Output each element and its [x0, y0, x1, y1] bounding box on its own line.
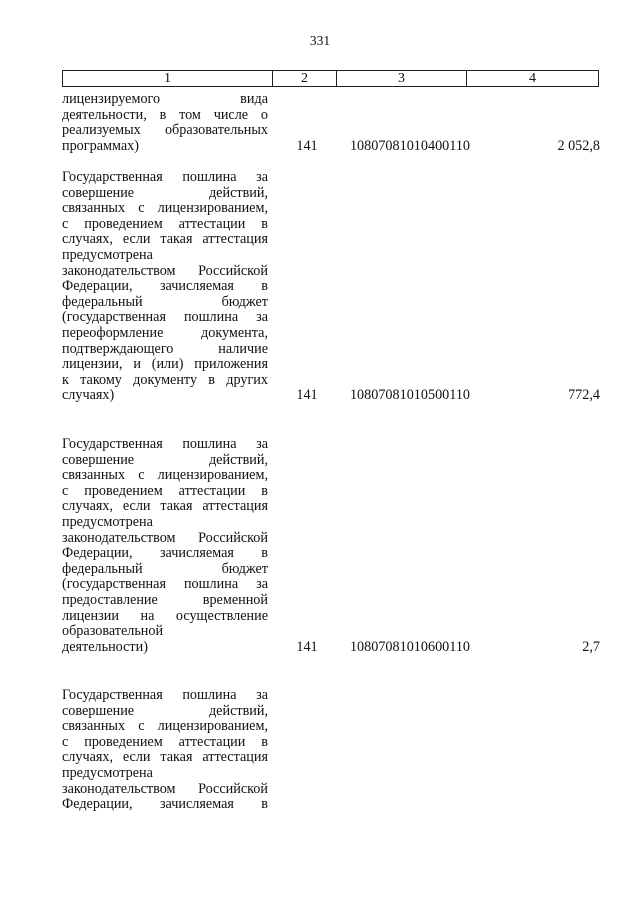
- description-line: к такому документу в других: [62, 371, 268, 388]
- page-number: 331: [309, 33, 331, 48]
- description-line: законодательством Российской: [62, 529, 268, 546]
- description-line: Федерации, зачисляемая в: [62, 796, 268, 813]
- description-line: предусмотрена: [62, 513, 153, 530]
- table-header: [62, 70, 599, 87]
- description-line: лицензии на осуществление: [62, 607, 268, 624]
- header-col-4: 4: [529, 71, 536, 86]
- description-line: Государственная пошлина за: [62, 169, 268, 185]
- description-line: предусмотрена: [62, 764, 153, 781]
- description-line: подтверждающего наличие: [62, 340, 268, 357]
- description-line: Государственная пошлина за: [62, 687, 268, 703]
- description-line: переоформление документа,: [62, 324, 268, 341]
- description-line: случаях, если такая аттестация: [62, 749, 268, 766]
- description-line: с проведением аттестации в: [62, 482, 268, 499]
- description-line: связанных с лицензированием,: [62, 467, 268, 484]
- header-col-3: 3: [337, 71, 467, 86]
- description-line: совершение действий,: [62, 451, 268, 468]
- row-description: [62, 688, 268, 813]
- description-line: программах): [62, 137, 139, 154]
- description-line: Государственная пошлина за: [62, 436, 268, 452]
- income-code: 141: [296, 387, 318, 404]
- description-line: связанных с лицензированием,: [62, 718, 268, 735]
- budget-classification-code: 10807081010500110: [349, 387, 471, 404]
- description-line: Федерации, зачисляемая в: [62, 278, 268, 295]
- description-line: образовательной: [62, 623, 164, 640]
- header-col-2: 2: [273, 71, 337, 86]
- row-description: [62, 170, 268, 404]
- income-code: 141: [296, 137, 318, 154]
- description-line: совершение действий,: [62, 184, 268, 201]
- description-line: с проведением аттестации в: [62, 733, 268, 750]
- description-line: (государственная пошлина за: [62, 309, 268, 326]
- description-line: федеральный бюджет: [62, 293, 268, 310]
- description-line: Федерации, зачисляемая в: [62, 545, 268, 562]
- description-line: законодательством Российской: [62, 262, 268, 279]
- description-line: федеральный бюджет: [62, 560, 268, 577]
- description-line: законодательством Российской: [62, 780, 268, 797]
- description-line: случаях, если такая аттестация: [62, 498, 268, 515]
- description-line: с проведением аттестации в: [62, 215, 268, 232]
- description-line: деятельности): [62, 638, 148, 655]
- description-line: связанных с лицензированием,: [62, 200, 268, 217]
- description-line: случаях): [62, 387, 115, 404]
- description-line: (государственная пошлина за: [62, 576, 268, 593]
- amount-value: 772,4: [568, 387, 600, 404]
- budget-classification-code: 10807081010600110: [349, 638, 471, 655]
- description-line: лицензируемого вида: [62, 91, 268, 107]
- description-line: совершение действий,: [62, 702, 268, 719]
- amount-value: 2,7: [582, 638, 600, 655]
- header-col-1: 1: [63, 71, 273, 86]
- amount-value: 2 052,8: [557, 137, 600, 154]
- income-code: 141: [296, 638, 318, 655]
- budget-classification-code: 10807081010400110: [349, 137, 471, 154]
- description-line: случаях, если такая аттестация: [62, 231, 268, 248]
- description-line: деятельности, в том числе о: [62, 106, 268, 123]
- description-line: лицензии, и (или) приложения: [62, 356, 268, 373]
- row-description: [62, 437, 268, 655]
- row-description: [62, 92, 268, 154]
- description-line: реализуемых образовательных: [62, 122, 268, 139]
- description-line: предусмотрена: [62, 246, 153, 263]
- description-line: предоставление временной: [62, 591, 268, 608]
